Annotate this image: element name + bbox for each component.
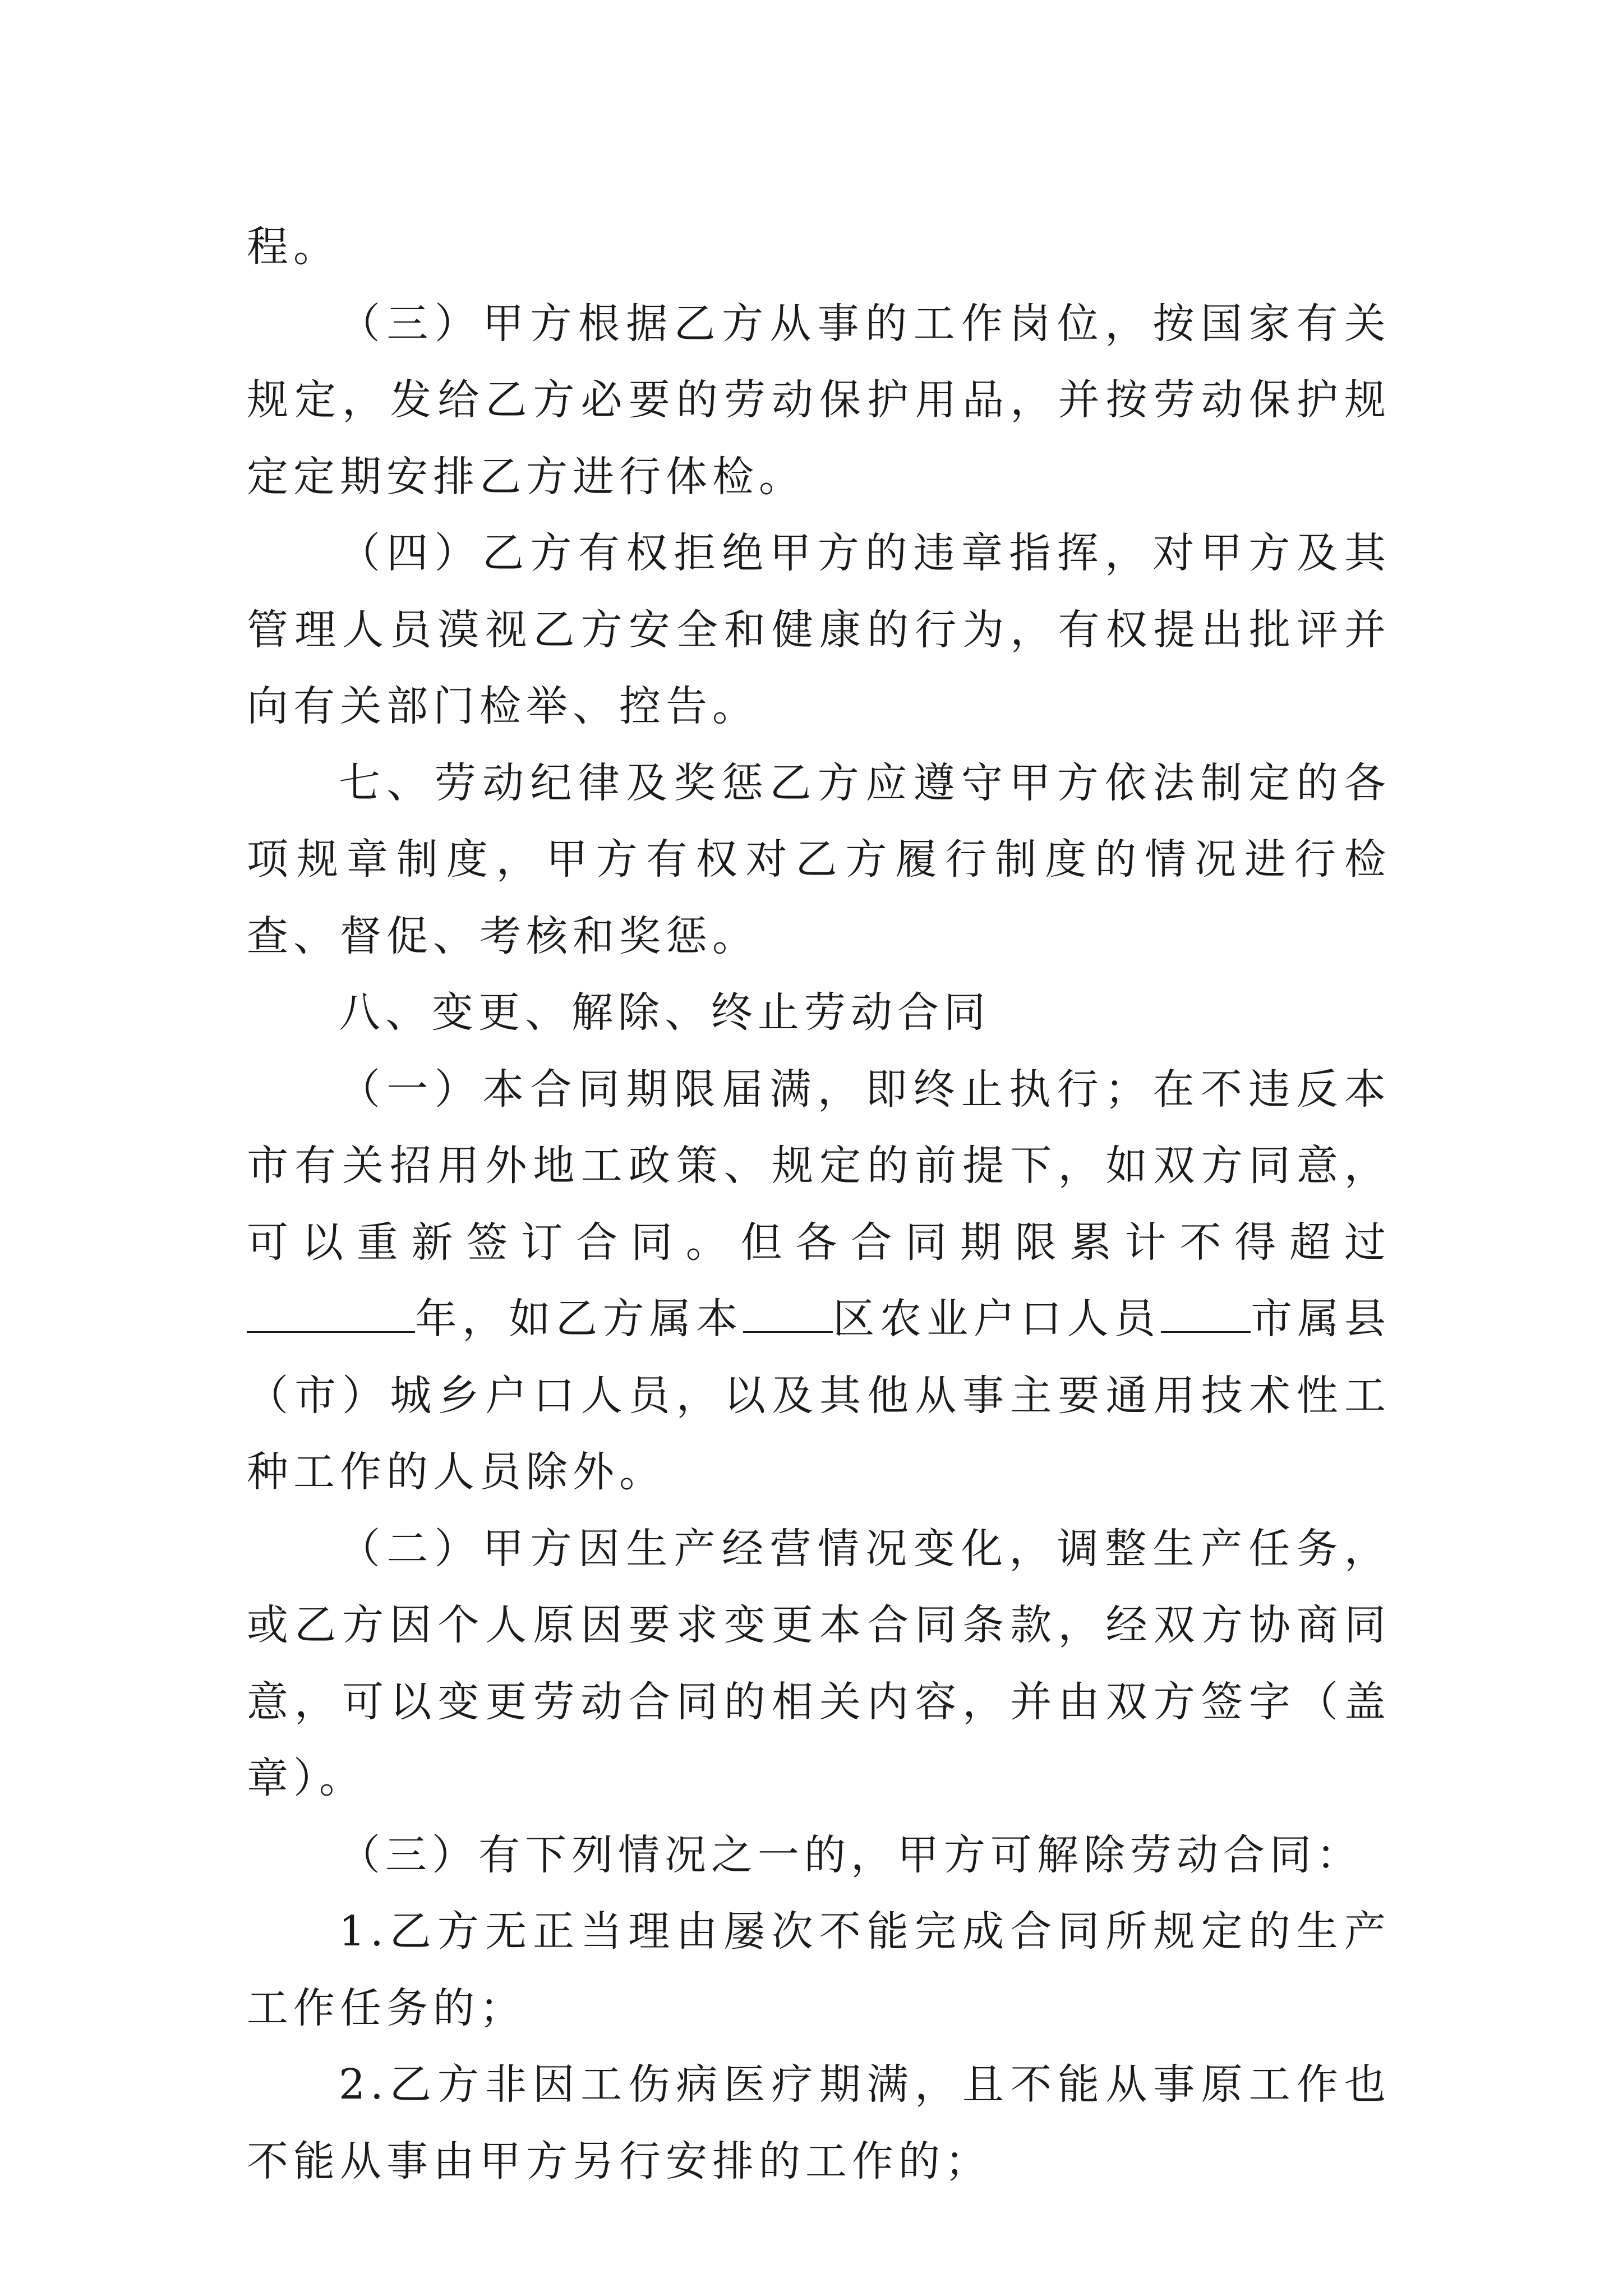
fill-blank-years[interactable] [247,1292,415,1333]
fill-blank-city[interactable] [1161,1292,1251,1333]
text-segment: 年，如乙方属本 [415,1295,743,1343]
list-item-condition-2: 2.乙方非因工伤病医疗期满，且不能从事原工作也不能从事由甲方另行安排的工作的； [247,2060,1391,2185]
paragraph-right-to-refuse: （四）乙方有权拒绝甲方的违章指挥，对甲方及其管理人员漠视乙方安全和健康的行为，有权提出批评并向有关部门检举、控告。 [247,529,1391,730]
paragraph-protective-equipment: （三）甲方根据乙方从事的工作岗位，按国家有关规定，发给乙方必要的劳动保护用品，并按劳动保护规定定期安排乙方进行体检。 [247,299,1391,501]
paragraph-labor-discipline: 七、劳动纪律及奖惩乙方应遵守甲方依法制定的各项规章制度，甲方有权对乙方履行制度的情况进行检查、督促、考核和奖惩。 [247,758,1391,960]
section-heading-contract-change: 八、变更、解除、终止劳动合同 [339,988,990,1037]
text-segment: （一）本合同期限届满，即终止执行；在不违反本市有关招用外地工政策、规定的前提下，如双方同意，可以重新签订合同。但各合同期限累计不得超过 [247,1065,1391,1267]
paragraph-contract-modification: （二）甲方因生产经营情况变化，调整生产任务，或乙方因个人原因要求变更本合同条款，经双方协商同意，可以变更劳动合同的相关内容，并由双方签字（盖章）。 [247,1524,1391,1802]
paragraph-continuation: 程。 [247,223,340,271]
text-segment: 区农业户口人员 [832,1295,1161,1343]
document-body [247,209,1391,2200]
text-segment: 市属县（市）城乡户口人员，以及其他从事主要通用技术性工种工作的人员除外。 [247,1295,1391,1496]
list-item-condition-1: 1.乙方无正当理由屡次不能完成合同所规定的生产工作任务的； [247,1907,1391,2032]
fill-blank-district[interactable] [743,1292,833,1333]
paragraph-termination-conditions: （三）有下列情况之一的，甲方可解除劳动合同： [339,1830,1363,1879]
paragraph-contract-expiry [247,1051,1391,1511]
